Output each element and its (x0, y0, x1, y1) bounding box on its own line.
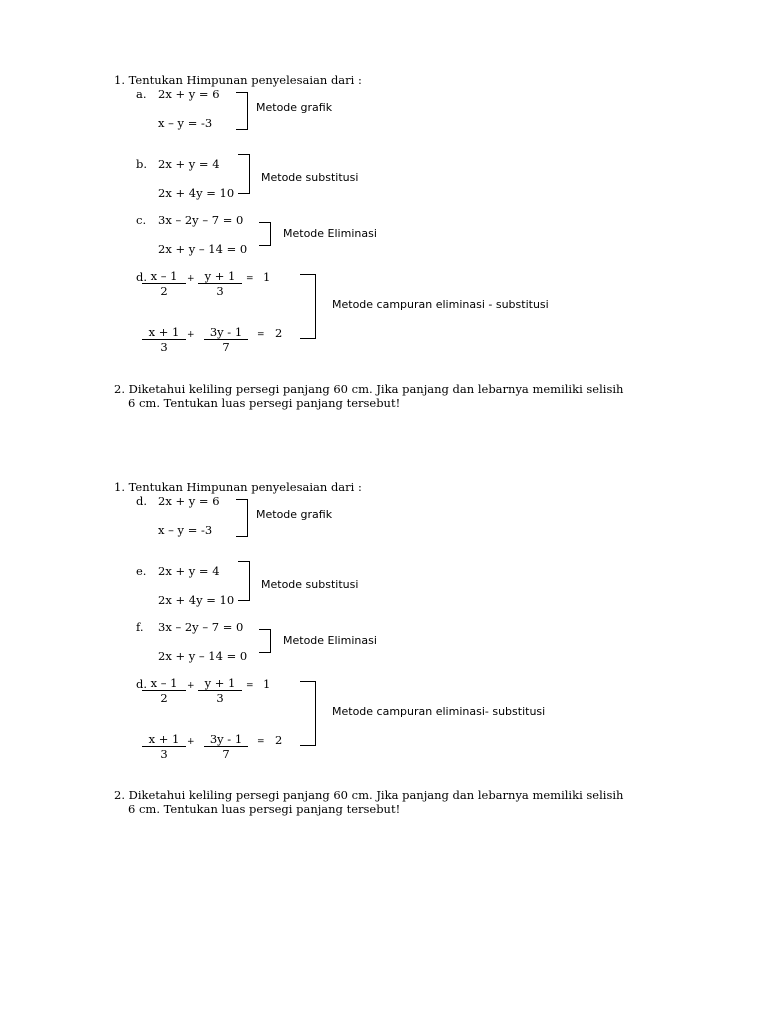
system-bracket (236, 92, 248, 130)
numerator: 3y - 1 (204, 733, 248, 747)
fraction (204, 326, 248, 354)
item-label: a. (136, 87, 147, 101)
item-label: e. (136, 564, 147, 578)
numerator: x + 1 (142, 326, 186, 340)
numerator: 3y - 1 (204, 326, 248, 340)
system-bracket (259, 222, 271, 246)
fraction (142, 270, 186, 298)
plus-sign: + (187, 681, 195, 691)
numerator: y + 1 (198, 677, 242, 691)
item-label: c. (136, 213, 147, 227)
equation: 2x + y – 14 = 0 (158, 242, 248, 256)
fraction (142, 677, 186, 705)
question-2-line: 6 cm. Tentukan luas persegi panjang tersebut! (128, 396, 401, 410)
equals-sign: = (246, 681, 254, 691)
equation: 3x – 2y – 7 = 0 (158, 620, 244, 634)
system-bracket (300, 274, 316, 339)
numerator: x – 1 (142, 270, 186, 284)
equation: x – y = -3 (158, 523, 213, 537)
equation: 2x + y = 6 (158, 494, 220, 508)
question-1-title: 1. Tentukan Himpunan penyelesaian dari : (114, 73, 362, 87)
fraction (198, 270, 242, 298)
denominator: 3 (160, 747, 168, 761)
equation: 2x + y = 4 (158, 157, 220, 171)
numerator: x + 1 (142, 733, 186, 747)
question-1-title: 1. Tentukan Himpunan penyelesaian dari : (114, 480, 362, 494)
item-label: d. (136, 270, 148, 284)
denominator: 2 (160, 691, 168, 705)
question-2-line: 2. Diketahui keliling persegi panjang 60 cm. Jika panjang dan lebarnya memiliki selisih (114, 382, 624, 396)
denominator: 2 (160, 284, 168, 298)
equals-sign: = (246, 274, 254, 284)
plus-sign: + (187, 737, 195, 747)
equation: 2x + y – 14 = 0 (158, 649, 248, 663)
method-label: Metode substitusi (261, 578, 359, 591)
fraction (142, 326, 186, 354)
method-label: Metode Eliminasi (283, 634, 377, 647)
fraction (142, 733, 186, 761)
item-label: d. (136, 494, 148, 508)
equation: 2x + 4y = 10 (158, 593, 235, 607)
denominator: 7 (222, 747, 230, 761)
method-label: Metode Eliminasi (283, 227, 377, 240)
system-bracket (300, 681, 316, 746)
numerator: x – 1 (142, 677, 186, 691)
denominator: 3 (216, 691, 224, 705)
equation: x – y = -3 (158, 116, 213, 130)
equation-rhs: 2 (275, 326, 283, 340)
item-label: b. (136, 157, 148, 171)
item-label: d. (136, 677, 148, 691)
system-bracket (236, 499, 248, 537)
equation-rhs: 1 (263, 677, 271, 691)
equals-sign: = (257, 330, 265, 340)
system-bracket (238, 154, 250, 194)
method-label: Metode campuran eliminasi - substitusi (332, 298, 549, 311)
fraction (204, 733, 248, 761)
denominator: 3 (160, 340, 168, 354)
method-label: Metode grafik (256, 101, 333, 114)
equation-rhs: 1 (263, 270, 271, 284)
system-bracket (259, 629, 271, 653)
system-bracket (238, 561, 250, 601)
question-2-line: 2. Diketahui keliling persegi panjang 60 cm. Jika panjang dan lebarnya memiliki selisih (114, 788, 624, 802)
item-label: f. (136, 620, 144, 634)
numerator: y + 1 (198, 270, 242, 284)
equation: 2x + 4y = 10 (158, 186, 235, 200)
question-2-line: 6 cm. Tentukan luas persegi panjang tersebut! (128, 802, 401, 816)
fraction (198, 677, 242, 705)
equation: 3x – 2y – 7 = 0 (158, 213, 244, 227)
method-label: Metode grafik (256, 508, 333, 521)
denominator: 7 (222, 340, 230, 354)
denominator: 3 (216, 284, 224, 298)
method-label: Metode campuran eliminasi- substitusi (332, 705, 546, 718)
equation: 2x + y = 4 (158, 564, 220, 578)
plus-sign: + (187, 330, 195, 340)
equation: 2x + y = 6 (158, 87, 220, 101)
plus-sign: + (187, 274, 195, 284)
equals-sign: = (257, 737, 265, 747)
equation-rhs: 2 (275, 733, 283, 747)
method-label: Metode substitusi (261, 171, 359, 184)
